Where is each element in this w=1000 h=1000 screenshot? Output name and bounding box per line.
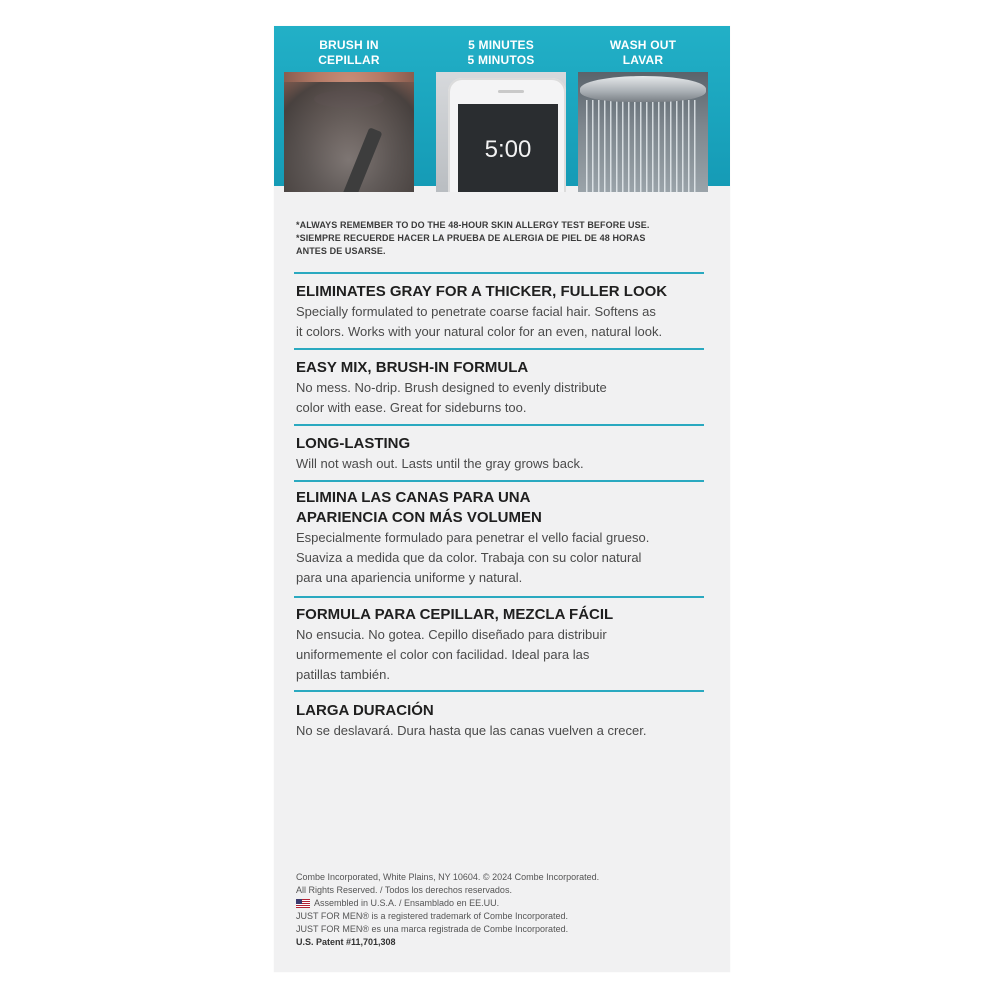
- package-back-panel: [274, 26, 730, 972]
- allergy-line-es-cont: ANTES DE USARSE.: [296, 246, 386, 256]
- timer-display: 5:00: [484, 136, 532, 163]
- feature-body: Especialmente formulado para penetrar el vello facial grueso. Suaviza a medida que da color. Trabaja con su color natural para una apariencia uniforme y natural.: [296, 530, 650, 585]
- step-label: [436, 38, 566, 68]
- divider: [294, 348, 704, 350]
- trademark-es: JUST FOR MEN® es una marca registrada de Combe Incorporated.: [296, 924, 569, 934]
- feature-body: Specially formulated to penetrate coarse facial hair. Softens as it colors. Works with your natural color for an even, natural look.: [296, 304, 663, 339]
- divider: [294, 596, 704, 598]
- feature-formula-cepillar: [296, 605, 716, 685]
- feature-body: No ensucia. No gotea. Cepillo diseñado para distribuir uniformemente el color con facilidad. Ideal para las patillas también.: [296, 627, 607, 682]
- divider: [294, 272, 704, 274]
- step-label-en: BRUSH IN: [319, 38, 379, 52]
- phone-timer-image: [436, 72, 566, 192]
- legal-footer: [296, 871, 716, 949]
- step-label-es: CEPILLAR: [318, 53, 380, 67]
- feature-body: No se deslavará. Dura hasta que las canas vuelven a crecer.: [296, 723, 647, 738]
- feature-title: LARGA DURACIÓN: [296, 702, 434, 719]
- feature-title: ELIMINATES GRAY FOR A THICKER, FULLER LOOK: [296, 283, 668, 300]
- step-brush-in: [284, 26, 414, 192]
- us-flag-icon: [296, 899, 310, 908]
- company-address: Combe Incorporated, White Plains, NY 10604. © 2024 Combe Incorporated.: [296, 872, 600, 882]
- step-wash-out: [578, 26, 708, 192]
- feature-elimina-canas: [296, 488, 716, 588]
- shower-head-image: [578, 72, 708, 192]
- allergy-warning: [296, 219, 716, 258]
- step-label-en: 5 MINUTES: [468, 38, 534, 52]
- feature-body: No mess. No-drip. Brush designed to evenly distribute color with ease. Great for sideburns too.: [296, 380, 607, 415]
- feature-title: ELIMINA LAS CANAS PARA UNA APARIENCIA CON MÁS VOLUMEN: [296, 489, 542, 526]
- assembled-text: Assembled in U.S.A. / Ensamblado en EE.UU.: [314, 898, 500, 908]
- patent-number: U.S. Patent #11,701,308: [296, 937, 396, 947]
- allergy-line-en: *ALWAYS REMEMBER TO DO THE 48-HOUR SKIN ALLERGY TEST BEFORE USE.: [296, 220, 650, 230]
- step-label-es: LAVAR: [622, 53, 664, 67]
- assembled-row: [296, 897, 716, 910]
- feature-title: LONG-LASTING: [296, 435, 411, 452]
- feature-eliminates-gray: [296, 282, 716, 342]
- feature-title: FORMULA PARA CEPILLAR, MEZCLA FÁCIL: [296, 606, 614, 623]
- beard-brush-image: [284, 72, 414, 192]
- feature-body: Will not wash out. Lasts until the gray grows back.: [296, 456, 584, 471]
- step-label-en: WASH OUT: [609, 38, 677, 52]
- allergy-line-es: *SIEMPRE RECUERDE HACER LA PRUEBA DE ALERGIA DE PIEL DE 48 HORAS: [296, 233, 646, 243]
- step-label: [284, 38, 414, 68]
- divider: [294, 690, 704, 692]
- step-label-es: 5 MINUTOS: [467, 53, 535, 67]
- steps-banner: [274, 26, 730, 186]
- feature-easy-mix: [296, 358, 716, 418]
- feature-larga-duracion: [296, 701, 716, 741]
- feature-title: EASY MIX, BRUSH-IN FORMULA: [296, 359, 529, 376]
- rights-reserved: All Rights Reserved. / Todos los derechos reservados.: [296, 885, 512, 895]
- divider: [294, 424, 704, 426]
- step-five-minutes: [436, 26, 566, 192]
- divider: [294, 480, 704, 482]
- trademark-en: JUST FOR MEN® is a registered trademark of Combe Incorporated.: [296, 911, 569, 921]
- feature-long-lasting: [296, 434, 716, 474]
- step-label: [578, 38, 708, 68]
